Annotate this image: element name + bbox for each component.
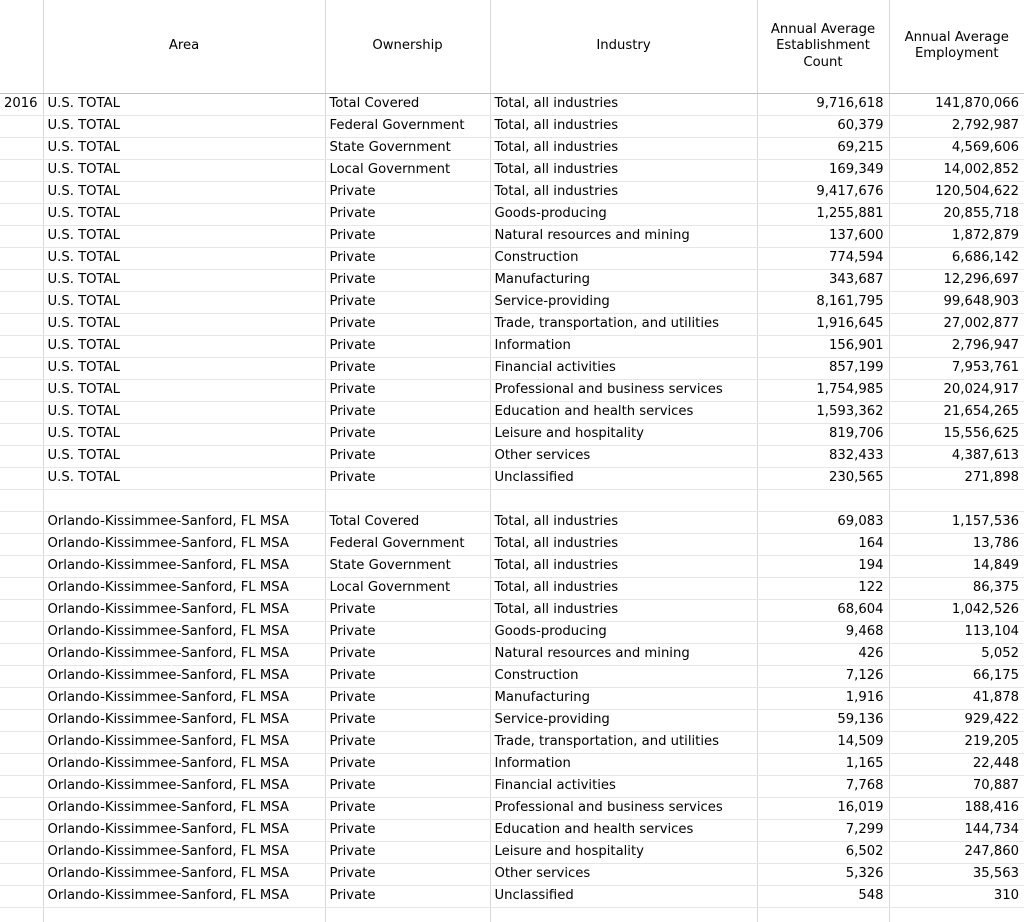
cell-ownership[interactable]: Local Government [325, 159, 490, 181]
cell-employment[interactable]: 4,387,613 [889, 445, 1024, 467]
cell-establishment-count[interactable]: 1,916 [757, 687, 889, 709]
cell-establishment-count[interactable]: 7,768 [757, 775, 889, 797]
cell-area[interactable]: Orlando-Kissimmee-Sanford, FL MSA [43, 797, 325, 819]
cell-ownership[interactable]: Private [325, 401, 490, 423]
cell-area[interactable]: U.S. TOTAL [43, 137, 325, 159]
cell-ownership[interactable]: Private [325, 775, 490, 797]
cell-establishment-count[interactable]: 1,255,881 [757, 203, 889, 225]
cell-area[interactable]: U.S. TOTAL [43, 225, 325, 247]
cell-ownership[interactable]: Private [325, 423, 490, 445]
cell-establishment-count[interactable]: 774,594 [757, 247, 889, 269]
cell-area[interactable]: Orlando-Kissimmee-Sanford, FL MSA [43, 665, 325, 687]
cell-ownership[interactable]: Private [325, 335, 490, 357]
cell-industry[interactable]: Education and health services [490, 819, 757, 841]
cell-ownership[interactable]: Private [325, 665, 490, 687]
spacer-row [0, 489, 1024, 511]
cell-year[interactable] [0, 709, 43, 731]
cell-year[interactable] [0, 621, 43, 643]
cell-employment[interactable]: 12,296,697 [889, 269, 1024, 291]
table-row [0, 445, 1024, 467]
cell-year[interactable] [0, 467, 43, 489]
cell-ownership[interactable]: Private [325, 731, 490, 753]
cell-ownership[interactable]: Private [325, 181, 490, 203]
cell-area[interactable]: Orlando-Kissimmee-Sanford, FL MSA [43, 687, 325, 709]
cell-ownership[interactable]: Private [325, 357, 490, 379]
cell-year[interactable] [0, 797, 43, 819]
cell-ownership[interactable] [325, 907, 490, 922]
cell-ownership[interactable]: Private [325, 621, 490, 643]
cell-employment[interactable]: 247,860 [889, 841, 1024, 863]
cell-establishment-count[interactable]: 1,754,985 [757, 379, 889, 401]
cell-industry[interactable]: Other services [490, 863, 757, 885]
cell-ownership[interactable]: Private [325, 885, 490, 907]
cell-year[interactable] [0, 731, 43, 753]
cell-industry[interactable]: Leisure and hospitality [490, 423, 757, 445]
cell-year[interactable] [0, 753, 43, 775]
cell-year[interactable] [0, 379, 43, 401]
table-row [0, 775, 1024, 797]
cell-employment[interactable]: 1,042,526 [889, 599, 1024, 621]
cell-ownership[interactable]: State Government [325, 137, 490, 159]
cell-area[interactable]: U.S. TOTAL [43, 181, 325, 203]
table-row [0, 621, 1024, 643]
cell-employment[interactable]: 310 [889, 885, 1024, 907]
cell-area[interactable]: U.S. TOTAL [43, 159, 325, 181]
cell-ownership[interactable]: Private [325, 863, 490, 885]
cell-employment[interactable]: 22,448 [889, 753, 1024, 775]
cell-area[interactable]: Orlando-Kissimmee-Sanford, FL MSA [43, 753, 325, 775]
spacer-row [0, 907, 1024, 922]
cell-area[interactable]: U.S. TOTAL [43, 379, 325, 401]
cell-industry[interactable]: Natural resources and mining [490, 225, 757, 247]
table-row [0, 885, 1024, 907]
cell-establishment-count[interactable]: 8,161,795 [757, 291, 889, 313]
cell-year[interactable] [0, 423, 43, 445]
cell-industry[interactable]: Unclassified [490, 467, 757, 489]
table-row [0, 709, 1024, 731]
cell-establishment-count[interactable]: 1,593,362 [757, 401, 889, 423]
cell-year[interactable] [0, 357, 43, 379]
table-row [0, 357, 1024, 379]
cell-establishment-count[interactable]: 230,565 [757, 467, 889, 489]
column-header-area[interactable]: Area [43, 0, 325, 93]
cell-area[interactable]: Orlando-Kissimmee-Sanford, FL MSA [43, 863, 325, 885]
cell-area[interactable] [43, 907, 325, 922]
cell-year[interactable] [0, 225, 43, 247]
cell-year[interactable] [0, 489, 43, 511]
cell-area[interactable]: U.S. TOTAL [43, 115, 325, 137]
cell-establishment-count[interactable]: 137,600 [757, 225, 889, 247]
table-row [0, 225, 1024, 247]
cell-employment[interactable]: 188,416 [889, 797, 1024, 819]
cell-industry[interactable] [490, 489, 757, 511]
table-row [0, 313, 1024, 335]
table-row [0, 115, 1024, 137]
cell-area[interactable]: Orlando-Kissimmee-Sanford, FL MSA [43, 709, 325, 731]
cell-year[interactable] [0, 401, 43, 423]
table-row [0, 841, 1024, 863]
cell-ownership[interactable]: Federal Government [325, 533, 490, 555]
cell-establishment-count[interactable]: 14,509 [757, 731, 889, 753]
cell-industry[interactable]: Unclassified [490, 885, 757, 907]
cell-area[interactable]: U.S. TOTAL [43, 203, 325, 225]
cell-year[interactable] [0, 115, 43, 137]
cell-employment[interactable]: 120,504,622 [889, 181, 1024, 203]
cell-industry[interactable] [490, 907, 757, 922]
cell-area[interactable]: U.S. TOTAL [43, 313, 325, 335]
cell-year[interactable] [0, 181, 43, 203]
cell-area[interactable]: U.S. TOTAL [43, 423, 325, 445]
cell-employment[interactable]: 271,898 [889, 467, 1024, 489]
cell-ownership[interactable]: Private [325, 643, 490, 665]
cell-industry[interactable]: Financial activities [490, 357, 757, 379]
column-header-ownership[interactable]: Ownership [325, 0, 490, 93]
cell-industry[interactable]: Professional and business services [490, 797, 757, 819]
cell-ownership[interactable]: Private [325, 841, 490, 863]
cell-employment[interactable]: 41,878 [889, 687, 1024, 709]
cell-year[interactable] [0, 555, 43, 577]
cell-area[interactable]: Orlando-Kissimmee-Sanford, FL MSA [43, 885, 325, 907]
cell-industry[interactable]: Total, all industries [490, 533, 757, 555]
cell-establishment-count[interactable]: 69,215 [757, 137, 889, 159]
cell-employment[interactable]: 4,569,606 [889, 137, 1024, 159]
cell-establishment-count[interactable]: 1,165 [757, 753, 889, 775]
cell-area[interactable]: U.S. TOTAL [43, 357, 325, 379]
cell-industry[interactable]: Total, all industries [490, 599, 757, 621]
cell-year[interactable] [0, 445, 43, 467]
cell-establishment-count[interactable]: 548 [757, 885, 889, 907]
cell-ownership[interactable]: Private [325, 445, 490, 467]
cell-area[interactable]: Orlando-Kissimmee-Sanford, FL MSA [43, 555, 325, 577]
table-row [0, 423, 1024, 445]
table-header [0, 0, 1024, 93]
cell-employment[interactable] [889, 907, 1024, 922]
cell-industry[interactable]: Total, all industries [490, 577, 757, 599]
cell-area[interactable]: U.S. TOTAL [43, 291, 325, 313]
cell-industry[interactable]: Trade, transportation, and utilities [490, 731, 757, 753]
cell-area[interactable]: U.S. TOTAL [43, 401, 325, 423]
cell-establishment-count[interactable]: 9,417,676 [757, 181, 889, 203]
column-header-industry[interactable]: Industry [490, 0, 757, 93]
cell-year[interactable] [0, 885, 43, 907]
cell-establishment-count[interactable]: 16,019 [757, 797, 889, 819]
cell-establishment-count[interactable]: 5,326 [757, 863, 889, 885]
cell-ownership[interactable]: Private [325, 709, 490, 731]
cell-employment[interactable]: 21,654,265 [889, 401, 1024, 423]
cell-employment[interactable]: 7,953,761 [889, 357, 1024, 379]
cell-ownership[interactable]: Private [325, 467, 490, 489]
cell-area[interactable]: U.S. TOTAL [43, 445, 325, 467]
cell-year[interactable] [0, 247, 43, 269]
cell-employment[interactable]: 144,734 [889, 819, 1024, 841]
table-row [0, 401, 1024, 423]
cell-area[interactable]: Orlando-Kissimmee-Sanford, FL MSA [43, 731, 325, 753]
cell-industry[interactable]: Construction [490, 665, 757, 687]
table-row [0, 555, 1024, 577]
table-row [0, 753, 1024, 775]
cell-year[interactable] [0, 137, 43, 159]
cell-year[interactable] [0, 863, 43, 885]
table-row [0, 863, 1024, 885]
table-row [0, 511, 1024, 533]
cell-area[interactable]: Orlando-Kissimmee-Sanford, FL MSA [43, 577, 325, 599]
cell-industry[interactable]: Total, all industries [490, 93, 757, 115]
table-row [0, 819, 1024, 841]
cell-area[interactable]: Orlando-Kissimmee-Sanford, FL MSA [43, 841, 325, 863]
cell-year[interactable] [0, 511, 43, 533]
table-row [0, 269, 1024, 291]
cell-year[interactable]: 2016 [0, 93, 43, 115]
cell-year[interactable] [0, 313, 43, 335]
cell-year[interactable] [0, 665, 43, 687]
cell-establishment-count[interactable]: 9,468 [757, 621, 889, 643]
cell-establishment-count[interactable]: 164 [757, 533, 889, 555]
cell-year[interactable] [0, 335, 43, 357]
cell-industry[interactable]: Trade, transportation, and utilities [490, 313, 757, 335]
cell-ownership[interactable]: Total Covered [325, 93, 490, 115]
cell-ownership[interactable]: Private [325, 753, 490, 775]
cell-industry[interactable]: Professional and business services [490, 379, 757, 401]
column-header-establishment-count[interactable]: Annual Average Establishment Count [757, 0, 889, 93]
cell-industry[interactable]: Leisure and hospitality [490, 841, 757, 863]
cell-employment[interactable]: 13,786 [889, 533, 1024, 555]
cell-area[interactable]: Orlando-Kissimmee-Sanford, FL MSA [43, 819, 325, 841]
cell-ownership[interactable]: Private [325, 247, 490, 269]
cell-area[interactable]: Orlando-Kissimmee-Sanford, FL MSA [43, 533, 325, 555]
cell-employment[interactable]: 113,104 [889, 621, 1024, 643]
cell-establishment-count[interactable]: 7,299 [757, 819, 889, 841]
cell-industry[interactable]: Goods-producing [490, 621, 757, 643]
cell-industry[interactable]: Service-providing [490, 291, 757, 313]
table-row [0, 731, 1024, 753]
cell-establishment-count[interactable]: 832,433 [757, 445, 889, 467]
cell-area[interactable]: U.S. TOTAL [43, 269, 325, 291]
table-row [0, 247, 1024, 269]
cell-industry[interactable]: Total, all industries [490, 159, 757, 181]
cell-ownership[interactable]: Private [325, 379, 490, 401]
cell-ownership[interactable]: Total Covered [325, 511, 490, 533]
cell-ownership[interactable]: Private [325, 269, 490, 291]
cell-year[interactable] [0, 599, 43, 621]
table-row [0, 379, 1024, 401]
cell-employment[interactable]: 1,157,536 [889, 511, 1024, 533]
cell-ownership[interactable]: Private [325, 313, 490, 335]
cell-year[interactable] [0, 687, 43, 709]
cell-area[interactable]: U.S. TOTAL [43, 335, 325, 357]
cell-ownership[interactable]: Private [325, 225, 490, 247]
cell-year[interactable] [0, 533, 43, 555]
table-row [0, 291, 1024, 313]
cell-year[interactable] [0, 269, 43, 291]
table-row [0, 533, 1024, 555]
cell-establishment-count[interactable]: 169,349 [757, 159, 889, 181]
cell-establishment-count[interactable]: 68,604 [757, 599, 889, 621]
cell-ownership[interactable]: Private [325, 687, 490, 709]
header-row [0, 0, 1024, 93]
cell-year[interactable] [0, 291, 43, 313]
cell-employment[interactable]: 2,792,987 [889, 115, 1024, 137]
cell-area[interactable]: Orlando-Kissimmee-Sanford, FL MSA [43, 599, 325, 621]
cell-industry[interactable]: Total, all industries [490, 555, 757, 577]
cell-establishment-count[interactable]: 1,916,645 [757, 313, 889, 335]
cell-area[interactable]: U.S. TOTAL [43, 467, 325, 489]
cell-establishment-count[interactable]: 69,083 [757, 511, 889, 533]
cell-industry[interactable]: Manufacturing [490, 687, 757, 709]
cell-establishment-count[interactable]: 6,502 [757, 841, 889, 863]
table-row [0, 335, 1024, 357]
table-row [0, 203, 1024, 225]
column-header-year[interactable] [0, 0, 43, 93]
cell-ownership[interactable] [325, 489, 490, 511]
cell-establishment-count[interactable]: 857,199 [757, 357, 889, 379]
table-row [0, 599, 1024, 621]
cell-area[interactable]: Orlando-Kissimmee-Sanford, FL MSA [43, 511, 325, 533]
cell-establishment-count[interactable]: 343,687 [757, 269, 889, 291]
cell-area[interactable] [43, 489, 325, 511]
table-row [0, 159, 1024, 181]
cell-industry[interactable]: Service-providing [490, 709, 757, 731]
cell-year[interactable] [0, 775, 43, 797]
cell-establishment-count[interactable]: 9,716,618 [757, 93, 889, 115]
cell-employment[interactable]: 14,849 [889, 555, 1024, 577]
cell-establishment-count[interactable]: 819,706 [757, 423, 889, 445]
table-row [0, 665, 1024, 687]
cell-employment[interactable]: 99,648,903 [889, 291, 1024, 313]
cell-year[interactable] [0, 841, 43, 863]
cell-industry[interactable]: Total, all industries [490, 511, 757, 533]
cell-area[interactable]: U.S. TOTAL [43, 93, 325, 115]
cell-employment[interactable]: 929,422 [889, 709, 1024, 731]
cell-ownership[interactable]: State Government [325, 555, 490, 577]
cell-industry[interactable]: Total, all industries [490, 181, 757, 203]
cell-employment[interactable]: 6,686,142 [889, 247, 1024, 269]
cell-ownership[interactable]: Private [325, 599, 490, 621]
cell-employment[interactable] [889, 489, 1024, 511]
table-body [0, 93, 1024, 922]
cell-industry[interactable]: Goods-producing [490, 203, 757, 225]
table-row [0, 93, 1024, 115]
table-row [0, 643, 1024, 665]
cell-employment[interactable]: 86,375 [889, 577, 1024, 599]
cell-establishment-count[interactable]: 426 [757, 643, 889, 665]
cell-ownership[interactable]: Private [325, 291, 490, 313]
cell-employment[interactable]: 1,872,879 [889, 225, 1024, 247]
table-row [0, 181, 1024, 203]
cell-year[interactable] [0, 907, 43, 922]
cell-establishment-count[interactable]: 122 [757, 577, 889, 599]
cell-establishment-count[interactable]: 59,136 [757, 709, 889, 731]
cell-employment[interactable]: 27,002,877 [889, 313, 1024, 335]
cell-area[interactable]: Orlando-Kissimmee-Sanford, FL MSA [43, 621, 325, 643]
cell-industry[interactable]: Total, all industries [490, 137, 757, 159]
cell-employment[interactable]: 70,887 [889, 775, 1024, 797]
cell-employment[interactable]: 14,002,852 [889, 159, 1024, 181]
cell-ownership[interactable]: Local Government [325, 577, 490, 599]
cell-industry[interactable]: Education and health services [490, 401, 757, 423]
cell-establishment-count[interactable]: 60,379 [757, 115, 889, 137]
table-row [0, 137, 1024, 159]
cell-establishment-count[interactable]: 156,901 [757, 335, 889, 357]
cell-employment[interactable]: 5,052 [889, 643, 1024, 665]
cell-employment[interactable]: 20,855,718 [889, 203, 1024, 225]
cell-area[interactable]: Orlando-Kissimmee-Sanford, FL MSA [43, 775, 325, 797]
cell-establishment-count[interactable]: 7,126 [757, 665, 889, 687]
cell-industry[interactable]: Construction [490, 247, 757, 269]
cell-employment[interactable]: 20,024,917 [889, 379, 1024, 401]
cell-ownership[interactable]: Private [325, 819, 490, 841]
cell-area[interactable]: U.S. TOTAL [43, 247, 325, 269]
cell-industry[interactable]: Information [490, 335, 757, 357]
cell-employment[interactable]: 219,205 [889, 731, 1024, 753]
table-row [0, 467, 1024, 489]
cell-ownership[interactable]: Federal Government [325, 115, 490, 137]
cell-year[interactable] [0, 819, 43, 841]
cell-year[interactable] [0, 159, 43, 181]
cell-employment[interactable]: 15,556,625 [889, 423, 1024, 445]
cell-employment[interactable]: 2,796,947 [889, 335, 1024, 357]
table-row [0, 797, 1024, 819]
cell-ownership[interactable]: Private [325, 203, 490, 225]
cell-industry[interactable]: Natural resources and mining [490, 643, 757, 665]
cell-area[interactable]: Orlando-Kissimmee-Sanford, FL MSA [43, 643, 325, 665]
cell-industry[interactable]: Information [490, 753, 757, 775]
cell-employment[interactable]: 66,175 [889, 665, 1024, 687]
cell-year[interactable] [0, 643, 43, 665]
column-header-employment[interactable]: Annual Average Employment [889, 0, 1024, 93]
cell-year[interactable] [0, 577, 43, 599]
cell-industry[interactable]: Manufacturing [490, 269, 757, 291]
cell-employment[interactable]: 141,870,066 [889, 93, 1024, 115]
cell-establishment-count[interactable] [757, 489, 889, 511]
cell-ownership[interactable]: Private [325, 797, 490, 819]
cell-industry[interactable]: Other services [490, 445, 757, 467]
cell-industry[interactable]: Total, all industries [490, 115, 757, 137]
cell-industry[interactable]: Financial activities [490, 775, 757, 797]
cell-employment[interactable]: 35,563 [889, 863, 1024, 885]
table-row [0, 687, 1024, 709]
cell-year[interactable] [0, 203, 43, 225]
cell-establishment-count[interactable]: 194 [757, 555, 889, 577]
cell-establishment-count[interactable] [757, 907, 889, 922]
table-row [0, 577, 1024, 599]
